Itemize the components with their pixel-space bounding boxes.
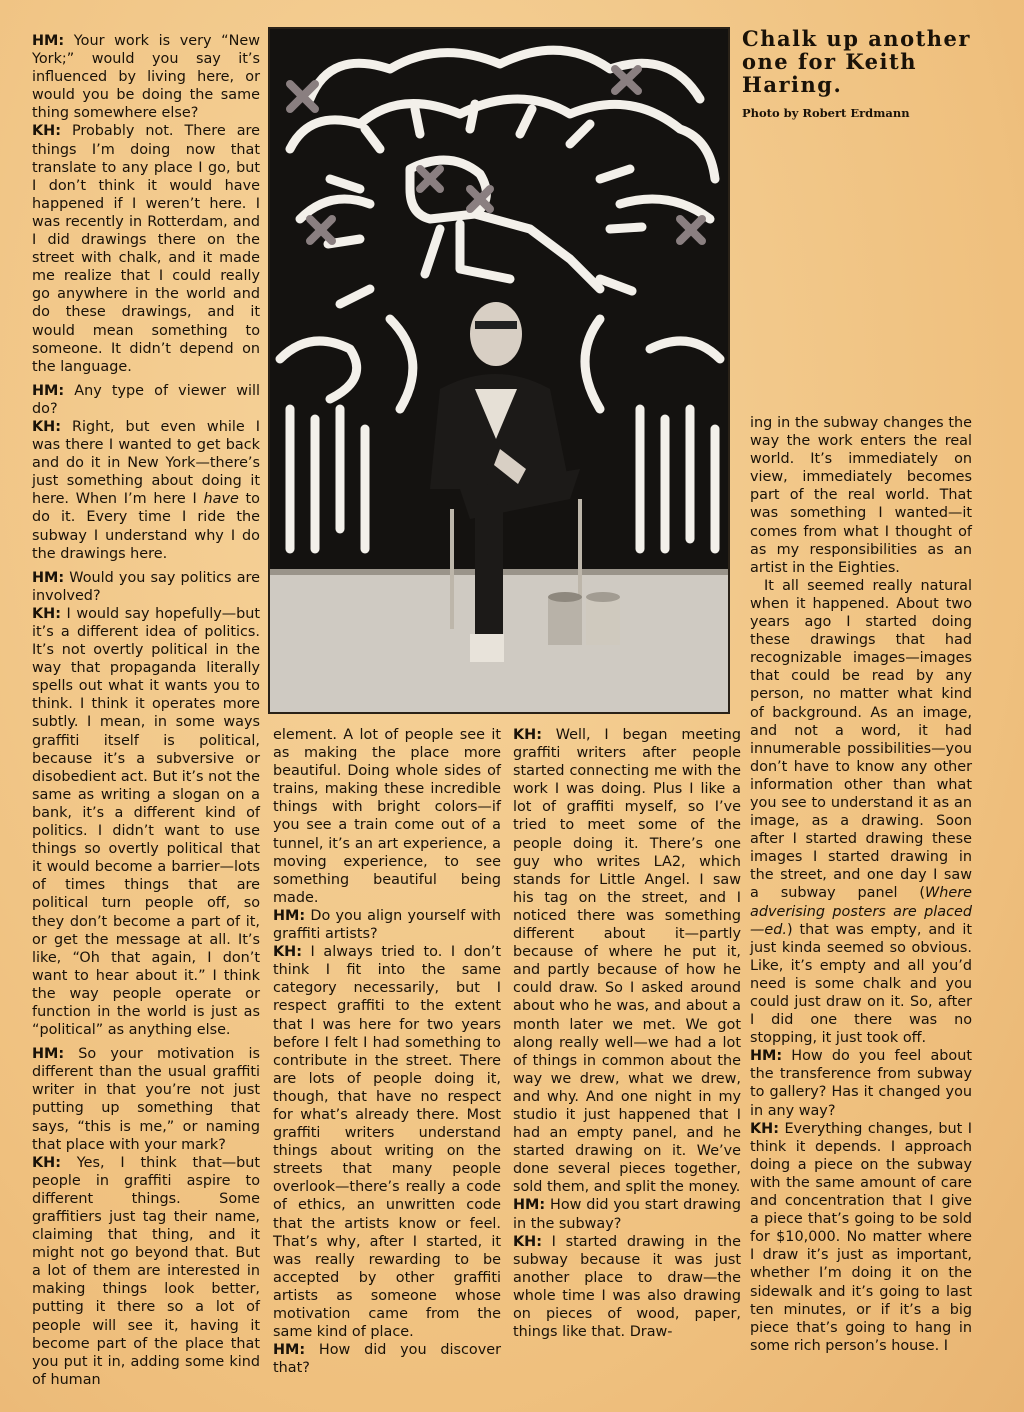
speaker-label: HM: — [273, 1342, 306, 1359]
speaker-label: KH: — [32, 605, 61, 622]
speaker-label: KH: — [32, 123, 61, 140]
speaker-label: KH: — [513, 1233, 542, 1250]
photo-credit: Photo by Robert Erdmann — [742, 106, 910, 120]
speaker-label: KH: — [750, 1120, 779, 1137]
paragraph — [32, 32, 260, 122]
paragraph — [513, 1233, 741, 1342]
paragraph-text: Everything changes, but I think it depends. I approach doing a piece on the subway with the same amount of care and concentration that I give a piece that’s going to be sold for $10,000. No matter where I draw it’s just as important, whether I’m doing it on the sidewalk and it’s going to last ten minutes, or if it’s a big piece that’s going to hang in some rich person’s house. I — [750, 1120, 972, 1354]
article-column-2 — [273, 726, 501, 1377]
paragraph — [750, 577, 972, 1047]
paragraph — [513, 1196, 741, 1232]
article-column-4 — [750, 414, 972, 1355]
paragraph-text: How did you discover that? — [273, 1342, 501, 1377]
paragraph-text: I always tried to. I don’t think I fit into the same category necessarily, but I respect graffiti to the extent that I was here for two years before I felt I had something to contribute in the street. There are lots of people doing it, though, that have no respect for what’s already there. Most graffiti writers understand things about writing on the streets that many people overlook—there’s really a code of ethics, an unwritten code that the artists know or feel. That’s why, after I started, it was really rewarding to be accepted by other graffiti artists as someone whose motivation came from the same kind of place. — [273, 944, 501, 1341]
photo-illustration — [270, 29, 728, 712]
paragraph-text: It all seemed really natural when it happened. About two years ago I started doing these drawings that had recognizable images—images that could be read by any person, no matter what kind of background. As an image, and not a word, it had innumerable possibilities—you don’t have to know any other information other than what you see to understand it as an image, as a drawing. Soon after I started drawing these images I started drawing in the street, and one day I saw a subway panel ( — [750, 577, 972, 902]
paragraph-text: So your motivation is different than the usual graffiti writer in that you’re not just putting up something that says, “this is me,” or naming that place with your mark? — [32, 1046, 260, 1153]
paragraph-text: to do it. Every time I ride the subway I understand why I do the drawings here. — [32, 491, 260, 562]
paragraph — [273, 726, 501, 907]
paragraph-text: ) that was empty, and it just kinda seemed so obvious. Like, it’s empty and all you’d need is some chalk and you could just draw on it. So, after I did one there was no stopping, it just took off. — [750, 921, 972, 1047]
speaker-label: KH: — [273, 944, 302, 961]
paragraph-text: Right, but even while I was there I wanted to get back and do it in New York—there’s just something about doing it here. When I’m here I — [32, 418, 260, 508]
paragraph — [32, 1154, 260, 1389]
italic-text: have — [203, 491, 239, 508]
paragraph — [32, 605, 260, 1039]
paragraph — [273, 907, 501, 943]
speaker-label: KH: — [32, 1154, 61, 1171]
speaker-label: HM: — [750, 1048, 783, 1065]
photo-caption — [742, 27, 972, 120]
speaker-label: HM: — [513, 1197, 546, 1214]
paragraph — [513, 726, 741, 1196]
speaker-label: HM: — [273, 907, 306, 924]
paragraph — [750, 414, 972, 577]
paragraph — [750, 1047, 972, 1119]
speaker-label: HM: — [32, 382, 65, 399]
paragraph-text: How do you feel about the transference from subway to gallery? Has it changed you in any way? — [750, 1048, 972, 1119]
italic-text: Where adverising posters are placed—ed. — [750, 885, 972, 938]
paragraph — [273, 1341, 501, 1377]
paragraph-text: I started drawing in the subway because it was just another place to draw—the whole time I was also drawing on pieces of wood, paper, things like that. Draw- — [513, 1233, 741, 1341]
paragraph-text: ing in the subway changes the way the work enters the real world. It’s immediately on view, immediately becomes part of the real world. That was something I wanted—it comes from what I thought of as my responsibilities as an artist in the Eighties. — [750, 415, 972, 576]
paragraph — [32, 122, 260, 375]
paragraph-text: Probably not. There are things I’m doing now that translate to any place I go, but I don’t think it would have happened if I weren’t here. I was recently in Rotterdam, and I did drawings there on the street with chalk, and it made me realize that I could really go anywhere in the world and do these drawings, and it would mean something to someone. It didn’t depend on the language. — [32, 123, 260, 375]
paragraph — [273, 943, 501, 1341]
paragraph — [32, 418, 260, 563]
paragraph — [32, 569, 260, 605]
speaker-label: HM: — [32, 33, 65, 49]
article-column-3 — [513, 726, 741, 1341]
paragraph-text: Do you align yourself with graffiti artists? — [273, 907, 501, 943]
paragraph — [32, 1045, 260, 1154]
paragraph-text: element. A lot of people see it as making the place more beautiful. Doing whole sides of trains, making these incredible things with bright colors—if you see a train come out of a tunnel, it’s an art experience, a moving experience, to see something beautiful being made. — [273, 727, 501, 906]
speaker-label: HM: — [32, 569, 65, 586]
speaker-label: KH: — [32, 418, 61, 435]
caption-title: Chalk up another one for Keith Haring. — [742, 26, 971, 97]
paragraph-text: Your work is very “New York;” would you say it’s influenced by living here, or would you be doing the same thing somewhere else? — [32, 33, 260, 122]
paragraph-text: Yes, I think that—but people in graffiti aspire to different things. Some graffitiers just tag their name, claiming that thing, and it might not go beyond that. But a lot of them are interested in making things look better, putting it there so a lot of people will see it, having it become part of the place that you put it in, adding some kind of human — [32, 1154, 260, 1388]
article-column-1 — [32, 32, 260, 1389]
paragraph-text: I would say hopefully—but it’s a different idea of politics. It’s not overtly political in the way that propaganda literally spells out what it wants you to think. I think it operates more subtly. I mean, in some ways graffiti itself is political, because it’s a subversive or disobedient act. But it’s not the same as writing a slogan on a bank, it’s a different kind of politics. I didn’t want to use things so overtly political that it would become a barrier—lots of times things that are political turn people off, so they don’t become a part of it, or get the message at all. It’s like, “Oh that again, I don’t want to hear about it.” I think the way people operate or function in the world is just as “political” as anything else. — [32, 605, 260, 1039]
haring-photo — [268, 27, 730, 714]
paragraph-text: Would you say politics are involved? — [32, 569, 260, 604]
paragraph — [750, 1120, 972, 1355]
speaker-label: KH: — [513, 727, 542, 743]
paragraph — [32, 382, 260, 418]
paragraph-text: Well, I began meeting graffiti writers after people started connecting me with the work I was doing. Plus I like a lot of graffiti myself, so I’ve tried to meet some of the people doing it. There’s one guy who writes LA2, which stands for Little Angel. I saw his tag on the street, and I noticed there was something different about it—partly because of where he put it, and partly because of how he could draw. So I asked around about who he was, and about a month later we met. We got along really well—we had a lot of things in common about the way we drew, what we drew, and why. And one night in my studio it just happened that I had an empty panel, and he started drawing on it. We’ve done several pieces together, sold them, and split the money. — [513, 727, 741, 1196]
paragraph-text: Any type of viewer will do? — [32, 382, 260, 417]
paragraph-text: How did you start drawing in the subway? — [513, 1197, 741, 1232]
speaker-label: HM: — [32, 1046, 65, 1063]
